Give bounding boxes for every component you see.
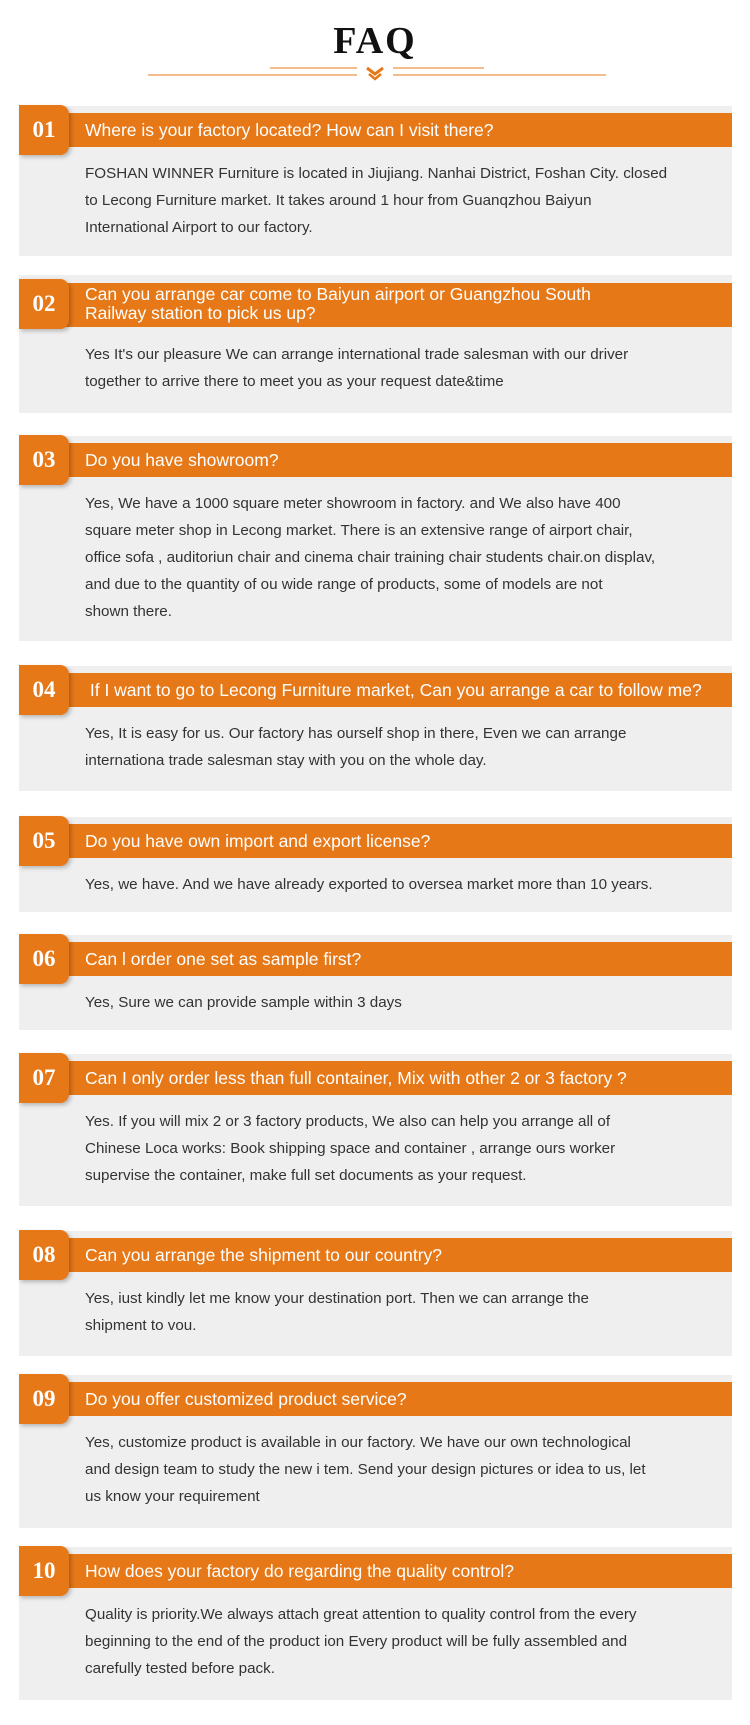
question-number-badge: 03 — [19, 435, 69, 485]
faq-item-09 — [19, 1375, 732, 1528]
question-text: Do you have own import and export license? — [85, 831, 431, 851]
page-title: FAQ — [333, 20, 417, 62]
answer-text: FOSHAN WINNER Furniture is located in Jiujiang. Nanhai District, Foshan City. closed to Lecong Furniture market. It takes around 1 hour from Guanqzhou Baiyun International Airport to our factory. — [85, 165, 668, 236]
question-number-badge: 02 — [19, 279, 69, 329]
faq-item-05 — [19, 817, 732, 912]
question-text: Where is your factory located? How can I visit there? — [85, 120, 494, 140]
question-number-badge: 08 — [19, 1230, 69, 1280]
question-number-badge: 09 — [19, 1374, 69, 1424]
question-number-badge: 01 — [19, 105, 69, 155]
title-divider — [0, 60, 750, 84]
question-number-badge: 04 — [19, 665, 69, 715]
answer-text: Yes It's our pleasure We can arrange international trade salesman with our driver together to arrive there to meet you as your request date&time — [85, 346, 629, 390]
question-number-badge: 06 — [19, 934, 69, 984]
question-text: Can you arrange the shipment to our country? — [85, 1245, 443, 1265]
answer-text: Quality is priority.We always attach great attention to quality control from the every beginning to the end of the product ion Every product will be fully assembled and carefully tested before pack. — [85, 1606, 637, 1677]
answer-text: Yes, It is easy for us. Our factory has ourself shop in there, Even we can arrange internationa trade salesman stay with you on the whole day. — [85, 725, 627, 769]
faq-item-01 — [19, 106, 732, 256]
answer-text: Yes, Sure we can provide sample within 3 days — [85, 994, 402, 1011]
question-text: Can I only order less than full container, Mix with other 2 or 3 factory ? — [85, 1068, 627, 1088]
answer-text: Yes. If you will mix 2 or 3 factory products, We also can help you arrange all of Chinese Loca works: Book shipping space and container , arrange ours worker supervise the container, make full set documents as your request. — [85, 1113, 616, 1184]
question-number-badge: 10 — [19, 1546, 69, 1596]
answer-text: Yes, We have a 1000 square meter showroom in factory. and We also have 400 square meter shop in Lecong market. There is an extensive range of airport chair, office sofa , auditoriun chair and cinema chair training chair students chair.on displav, and due to the quantity of ou wide range of products, some of models are not shown there. — [85, 495, 656, 620]
question-text: Do you offer customized product service? — [85, 1389, 407, 1409]
answer-text: Yes, customize product is available in our factory. We have our own technological and design team to study the new i tem. Send your design pictures or idea to us, let us know your requirement — [85, 1434, 646, 1505]
answer-text: Yes, iust kindly let me know your destination port. Then we can arrange the shipment to vou. — [85, 1290, 590, 1334]
faq-item-07 — [19, 1054, 732, 1206]
faq-item-08 — [19, 1231, 732, 1356]
chevron-down-icon — [367, 68, 383, 79]
question-text: Do you have showroom? — [85, 450, 279, 470]
answer-text: Yes, we have. And we have already exported to oversea market more than 10 years. — [85, 876, 653, 893]
question-number-badge: 05 — [19, 816, 69, 866]
question-text: Can l order one set as sample first? — [85, 949, 362, 969]
question-text: Can you arrange car come to Baiyun airport or Guangzhou South Railway station to pick us up? — [85, 284, 591, 323]
faq-item-03 — [19, 436, 732, 641]
page-header — [0, 0, 750, 90]
question-text: How does your factory do regarding the quality control? — [85, 1561, 514, 1581]
question-number-badge: 07 — [19, 1053, 69, 1103]
faq-item-04 — [19, 666, 732, 791]
faq-item-10 — [19, 1547, 732, 1700]
faq-item-02 — [19, 275, 732, 413]
question-text: If I want to go to Lecong Furniture market, Can you arrange a car to follow me? — [85, 680, 702, 700]
faq-item-06 — [19, 935, 732, 1030]
